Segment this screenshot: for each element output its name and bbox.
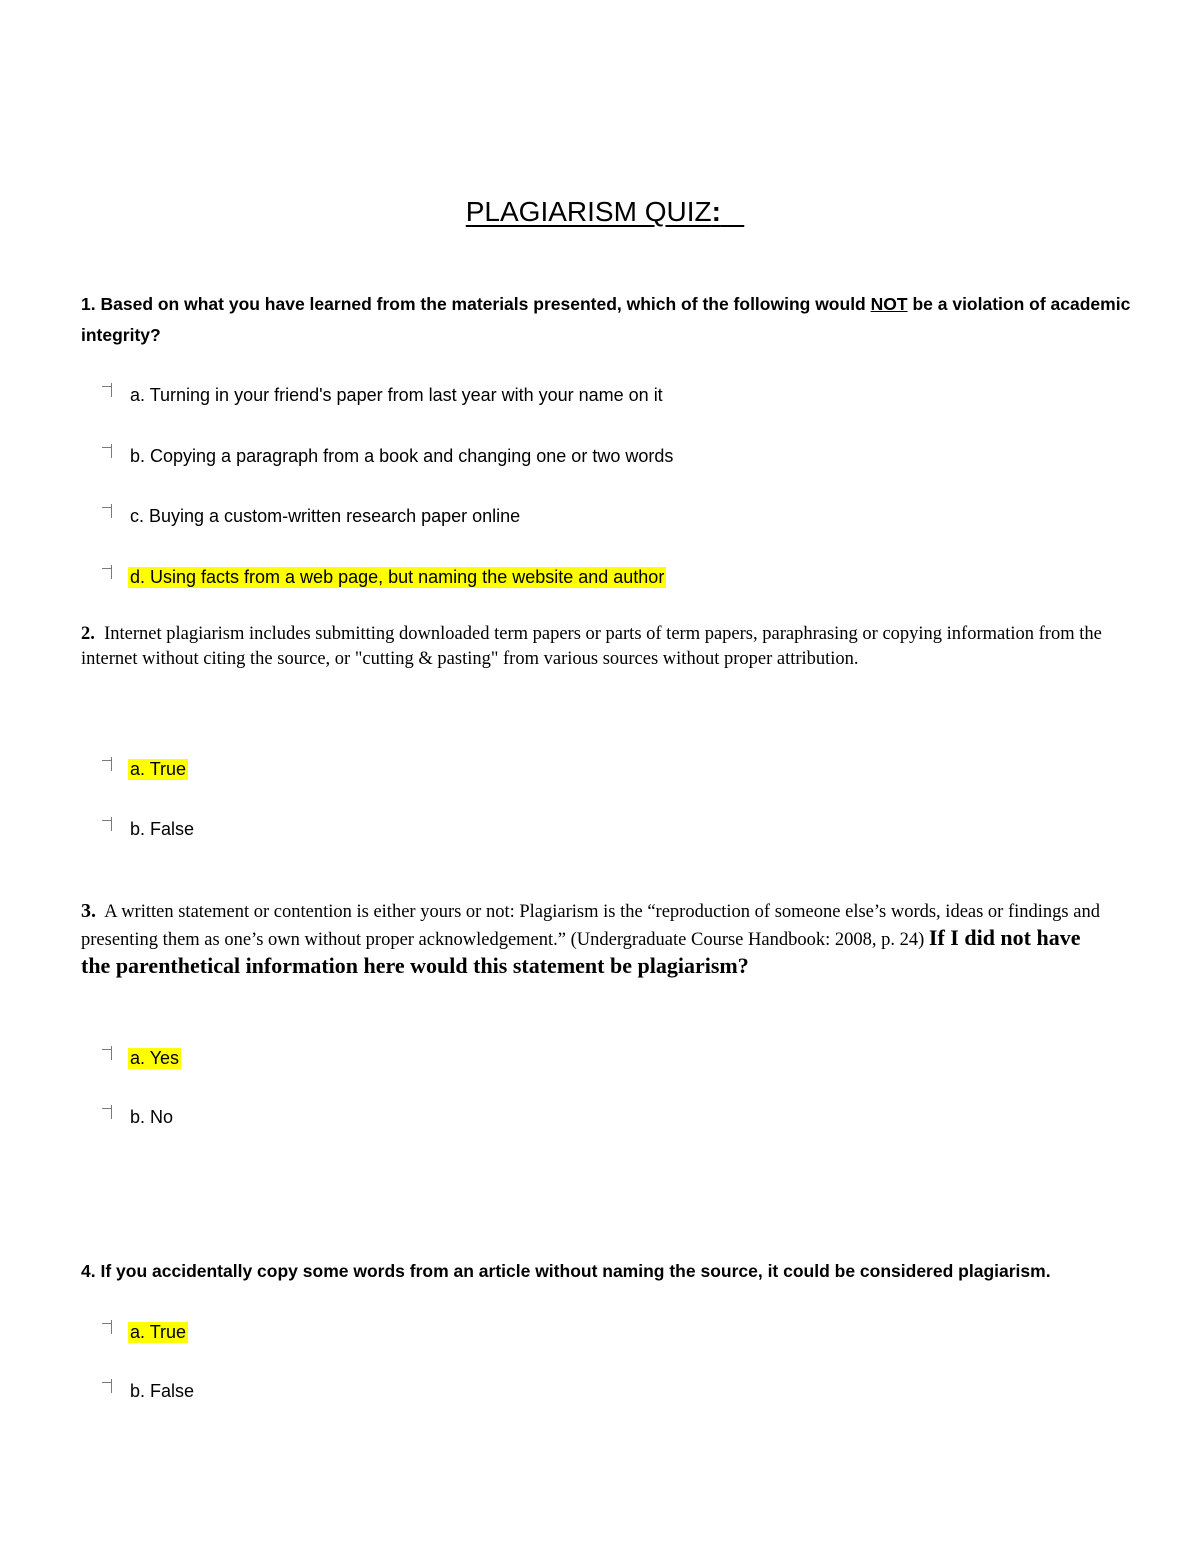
question-1-text: 1. Based on what you have learned from the materials presented, which of the following would NOT be a violation of academic integrity? [81, 294, 1131, 345]
question-3-prompt: If I did not have the parenthetical information here would this statement be plagiarism? [81, 925, 1081, 978]
checkbox-icon[interactable] [100, 504, 112, 517]
option-label-highlighted: d. Using facts from a web page, but naming the website and author [130, 566, 665, 587]
q3-option-a[interactable] [100, 1044, 181, 1072]
checkbox-icon[interactable] [100, 817, 112, 830]
checkbox-icon[interactable] [100, 1320, 112, 1333]
question-3-text: 3. A written statement or contention is either yours or not: Plagiarism is the “reproduction of someone else’s words, ideas or findings and presenting them as one’s own without proper acknowledgement.” (Undergraduate Course Handbook: 2008, p. 24) If I did not have the parenthetical information here would this statement be plagiarism? [81, 900, 1100, 978]
checkbox-icon[interactable] [100, 565, 112, 578]
option-label: a. Turning in your friend's paper from last year with your name on it [130, 384, 663, 405]
checkbox-icon[interactable] [100, 383, 112, 396]
page-title: PLAGIARISM QUIZ: [465, 196, 721, 227]
option-label: b. Copying a paragraph from a book and changing one or two words [130, 445, 674, 466]
q2-option-b[interactable] [100, 815, 196, 843]
checkbox-icon[interactable] [100, 757, 112, 770]
option-label-highlighted: a. True [130, 758, 187, 779]
checkbox-icon[interactable] [100, 1105, 112, 1118]
option-label: b. No [130, 1106, 174, 1127]
q1-option-a[interactable] [100, 381, 665, 409]
q3-option-b[interactable] [100, 1103, 175, 1131]
checkbox-icon[interactable] [100, 444, 112, 457]
checkbox-icon[interactable] [100, 1046, 112, 1059]
q1-option-c[interactable] [100, 502, 522, 530]
q1-option-d[interactable] [100, 563, 666, 591]
q4-option-b[interactable] [100, 1377, 196, 1405]
checkbox-icon[interactable] [100, 1379, 112, 1392]
question-2-text: 2. Internet plagiarism includes submitting downloaded term papers or parts of term papers, paraphrasing or copying information from the internet without citing the source, or "cutting & pasting" from various sources without proper attribution. [81, 624, 1102, 669]
q2-option-a[interactable] [100, 755, 188, 783]
q4-option-a[interactable] [100, 1318, 188, 1346]
option-label: b. False [130, 818, 195, 839]
option-label: b. False [130, 1380, 195, 1401]
q1-option-b[interactable] [100, 442, 675, 470]
option-label-highlighted: a. True [130, 1321, 187, 1342]
option-label: c. Buying a custom-written research paper online [130, 505, 521, 526]
option-label-highlighted: a. Yes [130, 1047, 180, 1068]
question-4-text: 4. If you accidentally copy some words from an article without naming the source, it could be considered plagiarism. [81, 1261, 1051, 1281]
